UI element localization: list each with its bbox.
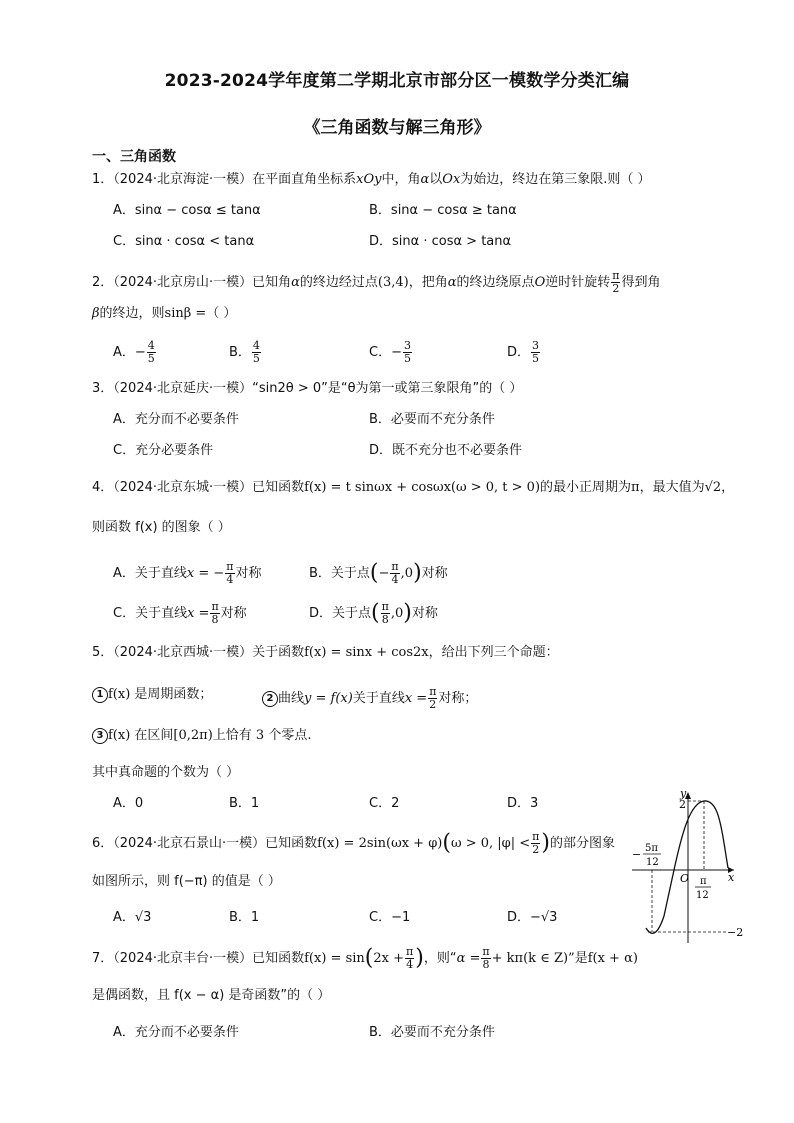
q6-option-a: A．√3	[113, 910, 152, 925]
origin-label: O	[680, 872, 690, 885]
document-subtitle: 《三角函数与解三角形》	[303, 118, 491, 138]
x-axis-label: x	[728, 871, 735, 884]
question-6: 6．（2024·北京石景山·一模）已知函数f(x) = 2sin(ωx + φ)(ω > 0, |φ| < $\frac{\pi}{2}$ )的部分图象	[92, 830, 616, 856]
section-heading: 一、三角函数	[92, 149, 176, 165]
y-axis-label: y	[680, 787, 687, 800]
question-4: 4．（2024·北京东城·一模）已知函数f(x) = t sinωx + cosωx(ω > 0, t > 0)的最小正周期为π，最大值为√2，	[92, 480, 735, 495]
neg-sign-label: −	[632, 848, 642, 861]
q4-option-d: D．关于点( $\frac{\pi}{8}$ ,0)对称	[309, 600, 438, 626]
q5-option-b: B．1	[229, 796, 260, 811]
q3-option-c: C．充分必要条件	[113, 443, 214, 458]
q2-option-d: D． $\frac{3}{5}$	[507, 339, 540, 365]
min-value-label: −2	[727, 926, 744, 939]
q7-option-a: A．充分而不必要条件	[113, 1025, 239, 1040]
q3-option-b: B．必要而不充分条件	[369, 412, 495, 427]
question-4-cont: 则函数 f(x) 的图象（ ）	[92, 520, 231, 535]
q4-option-c: C．关于直线x = $\frac{\pi}{8}$ 对称	[113, 600, 247, 626]
question-6-cont: 如图所示，则 f(−π) 的值是（ ）	[92, 874, 281, 889]
q1-option-d: D．sinα · cosα > tanα	[369, 234, 512, 249]
q4-option-b: B．关于点(− $\frac{\pi}{4}$ ,0)对称	[309, 560, 448, 586]
q5-statement-3: 3 f(x) 在区间[0,2π)上恰有 3 个零点.	[92, 727, 311, 745]
function-graph	[628, 787, 744, 948]
q1-option-b: B．sinα − cosα ≥ tanα	[369, 203, 517, 218]
q6-option-d: D．−√3	[507, 910, 558, 925]
q4-option-a: A．关于直线x = − $\frac{\pi}{4}$ 对称	[113, 560, 262, 586]
q6-option-c: C．−1	[369, 910, 411, 925]
question-5: 5．（2024·北京西城·一模）关于函数f(x) = sinx + cos2x，给出下列三个命题：	[92, 645, 559, 660]
question-1: 1．（2024·北京海淀·一模）在平面直角坐标系xOy中，角α以Ox为始边，终边在第三象限.则（ ）	[92, 172, 651, 187]
q3-option-d: D．既不充分也不必要条件	[369, 443, 523, 458]
pos-tick-numerator: π	[700, 876, 707, 887]
document-title: 2023-2024学年度第二学期北京市部分区一模数学分类汇编	[164, 71, 630, 91]
q5-statement-1: 1 f(x) 是周期函数；	[92, 686, 212, 704]
q2-option-a: A．− $\frac{4}{5}$	[113, 339, 155, 365]
q3-option-a: A．充分而不必要条件	[113, 412, 239, 427]
q5-option-c: C．2	[369, 796, 400, 811]
q5-statement-2: 2 曲线y = f(x)关于直线x = $\frac{\pi}{2}$ 对称；	[262, 686, 477, 711]
question-3: 3．（2024·北京延庆·一模）“sin2θ > 0”是“θ为第一或第三象限角”的（ ）	[92, 381, 523, 396]
question-7-cont: 是偶函数，且 f(x − α) 是奇函数”的（ ）	[92, 988, 331, 1003]
pos-tick-denominator: 12	[696, 890, 709, 901]
q6-option-b: B．1	[229, 910, 260, 925]
q1-option-c: C．sinα · cosα < tanα	[113, 234, 255, 249]
question-2: 2．（2024·北京房山·一模）已知角α的终边经过点(3,4)，把角α的终边绕原点O逆时针旋转 $\frac{\pi}{2}$ 得到角	[92, 269, 661, 295]
question-5-prompt: 其中真命题的个数为（ ）	[92, 765, 240, 780]
max-value-label: 2	[679, 798, 686, 811]
q5-option-d: D．3	[507, 796, 539, 811]
question-2-cont: β的终边，则sinβ =（ ）	[92, 306, 237, 321]
q5-option-a: A．0	[113, 796, 144, 811]
neg-tick-numerator: 5π	[645, 843, 658, 854]
question-7: 7．（2024·北京丰台·一模）已知函数f(x) = sin(2x + $\frac{\pi}{4}$ )，则“α = $\frac{\pi}{8}$ + kπ(k ∈ Z)”是f(x + α)	[92, 945, 638, 971]
neg-tick-denominator: 12	[646, 857, 659, 868]
q7-option-b: B．必要而不充分条件	[369, 1025, 495, 1040]
q2-option-b: B． $\frac{4}{5}$	[229, 339, 260, 365]
q1-option-a: A．sinα − cosα ≤ tanα	[113, 203, 261, 218]
q2-option-c: C．− $\frac{3}{5}$	[369, 339, 411, 365]
